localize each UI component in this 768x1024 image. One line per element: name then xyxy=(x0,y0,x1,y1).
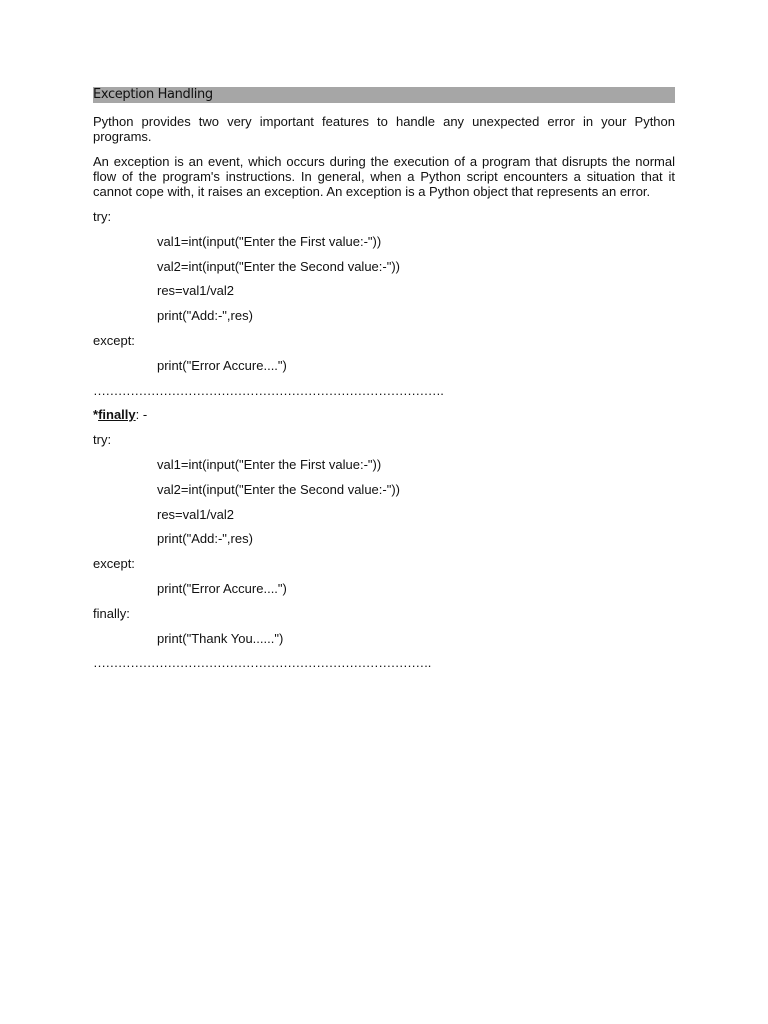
finally-suffix: : - xyxy=(135,407,148,423)
section-heading: Exception Handling xyxy=(93,87,675,103)
code-line-try: try: xyxy=(93,209,112,224)
code-line-val2: val2=int(input("Enter the Second value:-")) xyxy=(157,481,400,497)
finally-keyword: finally xyxy=(98,407,136,423)
code-line-finally: finally: xyxy=(93,605,130,621)
dotted-separator: …………………………………………………………………………. xyxy=(93,382,444,398)
code-line-print-add: print("Add:-",res) xyxy=(157,308,253,324)
dotted-separator: ………………………………………………………………………. xyxy=(93,655,431,671)
code-block-try-except-finally xyxy=(93,432,675,655)
code-line-print-error: print("Error Accure....") xyxy=(157,357,287,373)
finally-star: * xyxy=(93,407,99,423)
code-line-res: res=val1/val2 xyxy=(157,283,234,299)
intro-paragraph: Python provides two very important features to handle any unexpected error in your Python programs. xyxy=(93,114,675,144)
code-line-except: except: xyxy=(93,332,135,348)
finally-heading xyxy=(93,407,675,432)
description-paragraph: An exception is an event, which occurs during the execution of a program that disrupts the normal flow of the program's instructions. In general, when a Python script encounters a situation that it cannot cope with, it raises an exception. An exception is a Python object that represents an error. xyxy=(93,154,675,199)
code-line-val2: val2=int(input("Enter the Second value:-")) xyxy=(157,258,400,274)
code-line-val1: val1=int(input("Enter the First value:-")) xyxy=(157,456,382,472)
code-line-try: try: xyxy=(93,432,112,448)
code-line-print-error: print("Error Accure....") xyxy=(157,580,287,596)
code-block-try-except xyxy=(93,209,675,383)
code-line-except: except: xyxy=(93,556,135,572)
document-page xyxy=(93,87,675,680)
code-line-res: res=val1/val2 xyxy=(157,506,234,522)
code-line-val1: val1=int(input("Enter the First value:-")) xyxy=(157,233,382,249)
code-line-print-add: print("Add:-",res) xyxy=(157,531,253,547)
code-line-print-thanks: print("Thank You......") xyxy=(157,630,284,646)
